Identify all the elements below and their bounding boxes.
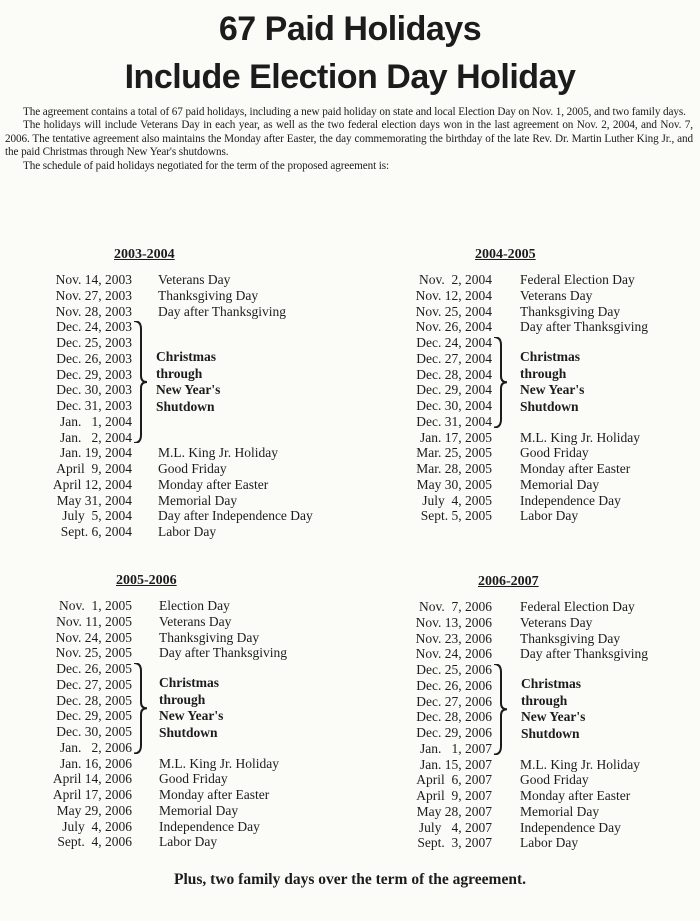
holiday-date: Nov. 27, 2003	[55, 287, 132, 303]
holiday-row	[405, 477, 675, 493]
holiday-row	[44, 819, 314, 835]
holiday-name: Day after Thanksgiving	[158, 303, 286, 319]
holiday-row	[405, 615, 675, 631]
shutdown-label-line: Christmas	[159, 674, 219, 690]
holiday-name: Independence Day	[520, 492, 621, 508]
holiday-name: Labor Day	[158, 524, 217, 539]
schedule-year-heading: 2005-2006	[116, 573, 177, 588]
holiday-name: M.L. King Jr. Holiday	[159, 755, 279, 771]
holiday-date: Nov. 25, 2005	[55, 645, 132, 661]
holiday-date: Dec. 29, 2003	[56, 366, 132, 382]
holiday-date: April 14, 2006	[52, 771, 132, 787]
holiday-date: Nov. 14, 2003	[55, 272, 132, 287]
shutdown-label-line: Shutdown	[156, 398, 215, 414]
holiday-row	[405, 599, 675, 615]
holiday-date: Dec. 29, 2006	[416, 725, 492, 740]
shutdown-label-line: through	[521, 692, 568, 708]
shutdown-label-line: through	[520, 365, 567, 381]
holiday-name: Federal Election Day	[520, 599, 635, 614]
holiday-row	[44, 803, 314, 819]
holiday-date: July 4, 2005	[422, 492, 492, 508]
holiday-date: April 12, 2004	[52, 476, 132, 492]
holiday-name: Labor Day	[520, 508, 579, 524]
holiday-row	[44, 787, 314, 803]
holiday-row	[405, 414, 675, 430]
holiday-row	[44, 430, 314, 446]
holiday-row	[44, 771, 314, 787]
shutdown-label-line: New Year's	[520, 382, 585, 398]
holiday-row	[44, 614, 314, 630]
holiday-date: Dec. 27, 2006	[416, 693, 492, 709]
holiday-row	[44, 598, 314, 614]
shutdown-label	[159, 675, 223, 742]
holiday-date: Nov. 23, 2006	[415, 630, 492, 646]
holiday-date: Nov. 25, 2004	[415, 303, 492, 319]
holiday-name: Independence Day	[159, 818, 260, 834]
holiday-date: Nov. 1, 2005	[59, 598, 132, 613]
holiday-date: Sept. 4, 2006	[57, 834, 132, 850]
holiday-date: Nov. 26, 2004	[415, 319, 492, 335]
holiday-name: Labor Day	[520, 835, 579, 851]
schedule-year-heading: 2004-2005	[475, 247, 536, 262]
holiday-row	[44, 414, 314, 430]
holiday-date: Sept. 6, 2004	[60, 524, 132, 539]
holiday-date: Jan. 17, 2005	[420, 429, 492, 445]
holiday-row	[44, 524, 314, 540]
holiday-date: Sept. 5, 2005	[420, 508, 492, 524]
holiday-date: Dec. 25, 2003	[56, 335, 132, 350]
holiday-name: Labor Day	[159, 834, 218, 850]
holiday-date: April 9, 2007	[416, 788, 492, 803]
holiday-name: Good Friday	[520, 445, 589, 461]
holiday-date: Dec. 30, 2005	[56, 724, 132, 739]
intro-text	[5, 106, 693, 173]
holiday-name: Veterans Day	[158, 272, 231, 287]
holiday-date: May 30, 2005	[416, 476, 492, 492]
holiday-date: May 29, 2006	[56, 802, 132, 818]
holiday-name: Day after Thanksgiving	[520, 319, 648, 335]
shutdown-label-line: Shutdown	[159, 724, 218, 740]
holiday-date: Dec. 24, 2004	[416, 335, 492, 350]
holiday-name: Good Friday	[159, 771, 228, 787]
holiday-date: Dec. 26, 2003	[56, 350, 132, 366]
schedule-year-heading: 2006-2007	[478, 574, 539, 589]
holiday-date: Jan. 2, 2004	[60, 429, 132, 445]
holiday-name: Veterans Day	[159, 613, 232, 629]
schedule-2004-2005	[405, 247, 675, 557]
holiday-date: July 4, 2006	[62, 818, 132, 834]
holiday-date: Dec. 29, 2005	[56, 708, 132, 724]
holiday-date: Dec. 28, 2006	[416, 709, 492, 725]
holiday-date: Sept. 3, 2007	[417, 835, 492, 851]
holiday-date: Dec. 28, 2004	[416, 366, 492, 382]
holiday-name: M.L. King Jr. Holiday	[520, 429, 640, 445]
holiday-date: Nov. 2, 2004	[419, 272, 492, 287]
holiday-row	[405, 508, 675, 524]
holiday-date: July 4, 2007	[418, 819, 492, 835]
holiday-row	[44, 272, 314, 288]
holiday-row	[44, 445, 314, 461]
holiday-date: Dec. 24, 2003	[56, 319, 132, 335]
holiday-row	[405, 461, 675, 477]
holiday-name: Memorial Day	[520, 803, 600, 819]
holiday-row	[405, 319, 675, 335]
holiday-name: Veterans Day	[520, 287, 593, 303]
shutdown-label-line: New Year's	[159, 708, 224, 724]
holiday-name: Monday after Easter	[520, 461, 631, 476]
holiday-date: Dec. 27, 2005	[56, 676, 132, 692]
holiday-row	[405, 288, 675, 304]
holiday-name: Federal Election Day	[520, 272, 635, 287]
holiday-row	[405, 272, 675, 288]
holiday-date: Dec. 29, 2004	[416, 382, 492, 398]
holiday-row	[405, 304, 675, 320]
shutdown-label-line: Christmas	[521, 675, 581, 691]
holiday-row	[44, 319, 314, 335]
holiday-date: Mar. 25, 2005	[416, 445, 492, 461]
shutdown-label-line: through	[159, 691, 206, 707]
holiday-date: Nov. 24, 2006	[415, 646, 492, 662]
holiday-row	[44, 493, 314, 509]
holiday-name: Memorial Day	[158, 492, 238, 508]
page-title: 67 Paid Holidays	[218, 10, 482, 48]
holiday-row	[44, 304, 314, 320]
holiday-date: Mar. 28, 2005	[416, 461, 492, 476]
shutdown-label-line: through	[156, 365, 203, 381]
footer-note: Plus, two family days over the term of the agreement.	[174, 871, 526, 888]
holiday-date: Dec. 28, 2005	[56, 692, 132, 708]
holiday-date: Jan. 16, 2006	[60, 755, 132, 771]
holiday-name: Memorial Day	[520, 476, 600, 492]
shutdown-label-line: Christmas	[520, 348, 580, 364]
holiday-date: April 9, 2004	[56, 461, 132, 476]
holiday-date: Jan. 19, 2004	[60, 445, 132, 461]
holiday-date: July 5, 2004	[62, 508, 132, 524]
holiday-row	[405, 631, 675, 647]
curly-brace-icon	[493, 337, 509, 428]
schedule-2003-2004	[44, 247, 314, 557]
curly-brace-icon	[493, 664, 509, 755]
holiday-date: Dec. 30, 2003	[56, 382, 132, 398]
shutdown-label	[520, 349, 584, 416]
holiday-row	[44, 645, 314, 661]
holiday-date: Jan. 1, 2007	[420, 740, 492, 756]
holiday-row	[405, 493, 675, 509]
intro-paragraph: The agreement contains a total of 67 paid holidays, including a new paid holiday on state and local Election Day on Nov. 1, 2005, and two family days.	[23, 106, 686, 118]
holiday-name: Memorial Day	[159, 802, 239, 818]
intro-paragraph: The holidays will include Veterans Day in each year, as well as the two federal election days won in the last agreement on Nov. 2, 2004, and Nov. 7, 2006. The tentative agreement also maintains the Monday after Easter, the day commemorating the birthday of the late Rev. Dr. Martin Luther King Jr., and the paid Christmas through New Year's shutdowns.	[5, 119, 693, 159]
holiday-date: Nov. 13, 2006	[415, 614, 492, 630]
holiday-name: M.L. King Jr. Holiday	[520, 756, 640, 772]
holiday-date: Nov. 24, 2005	[55, 629, 132, 645]
holiday-row	[405, 430, 675, 446]
holiday-row	[405, 788, 675, 804]
holiday-row	[405, 820, 675, 836]
holiday-name: Monday after Easter	[520, 788, 631, 803]
holiday-date: April 6, 2007	[416, 772, 492, 788]
page-subtitle: Include Election Day Holiday	[124, 58, 576, 96]
holiday-name: Thanksgiving Day	[158, 287, 259, 303]
holiday-name: Thanksgiving Day	[520, 630, 621, 646]
holiday-date: Jan. 2, 2006	[60, 739, 132, 755]
holiday-name: Veterans Day	[520, 614, 593, 630]
holiday-row	[405, 757, 675, 773]
holiday-row	[44, 740, 314, 756]
shutdown-label-line: Shutdown	[520, 398, 579, 414]
holiday-name: Monday after Easter	[159, 787, 270, 802]
holiday-date: Nov. 28, 2003	[55, 303, 132, 319]
holiday-date: Dec. 26, 2006	[416, 677, 492, 693]
holiday-name: Good Friday	[520, 772, 589, 788]
holiday-date: Dec. 25, 2006	[416, 662, 492, 677]
holiday-name: M.L. King Jr. Holiday	[158, 445, 278, 461]
holiday-row	[44, 288, 314, 304]
holiday-date: Jan. 1, 2004	[60, 413, 132, 429]
holiday-name: Election Day	[159, 598, 230, 613]
holiday-row	[405, 835, 675, 851]
holiday-date: April 17, 2006	[52, 787, 132, 802]
schedule-2005-2006	[44, 573, 314, 883]
holiday-date: Nov. 7, 2006	[419, 599, 492, 614]
holiday-row	[405, 741, 675, 757]
shutdown-label-line: New Year's	[156, 382, 221, 398]
intro-paragraph: The schedule of paid holidays negotiated for the term of the proposed agreement is:	[23, 159, 390, 172]
holiday-row	[405, 445, 675, 461]
shutdown-label	[156, 349, 220, 416]
holiday-date: Dec. 27, 2004	[416, 350, 492, 366]
holiday-row	[405, 804, 675, 820]
schedule-2006-2007	[405, 574, 675, 884]
holiday-name: Good Friday	[158, 461, 227, 476]
holiday-row	[405, 772, 675, 788]
holiday-date: Nov. 12, 2004	[415, 287, 492, 303]
shutdown-label-line: New Year's	[521, 709, 586, 725]
holiday-date: May 28, 2007	[416, 803, 492, 819]
holiday-row	[405, 646, 675, 662]
holiday-date: Dec. 31, 2004	[416, 413, 492, 429]
holiday-row	[44, 508, 314, 524]
holiday-row	[44, 630, 314, 646]
holiday-row	[44, 756, 314, 772]
schedule-year-heading: 2003-2004	[114, 247, 175, 262]
curly-brace-icon	[133, 663, 149, 754]
holiday-date: Dec. 31, 2003	[56, 398, 132, 413]
holiday-name: Thanksgiving Day	[520, 303, 621, 319]
holiday-date: Nov. 11, 2005	[56, 613, 132, 629]
holiday-name: Day after Thanksgiving	[159, 645, 287, 661]
holiday-name: Thanksgiving Day	[159, 629, 260, 645]
shutdown-label-line: Shutdown	[521, 725, 580, 741]
holiday-name: Day after Independence Day	[158, 508, 313, 524]
holiday-date: Jan. 15, 2007	[420, 756, 492, 772]
holiday-name: Independence Day	[520, 819, 621, 835]
shutdown-label	[521, 676, 585, 743]
holiday-date: Dec. 30, 2004	[416, 398, 492, 413]
holiday-row	[44, 461, 314, 477]
curly-brace-icon	[133, 321, 149, 443]
holiday-name: Day after Thanksgiving	[520, 646, 648, 662]
holiday-date: Dec. 26, 2005	[56, 661, 132, 676]
holiday-row	[44, 834, 314, 850]
holiday-date: May 31, 2004	[56, 492, 132, 508]
shutdown-label-line: Christmas	[156, 348, 216, 364]
holiday-name: Monday after Easter	[158, 476, 269, 492]
holiday-row	[44, 477, 314, 493]
